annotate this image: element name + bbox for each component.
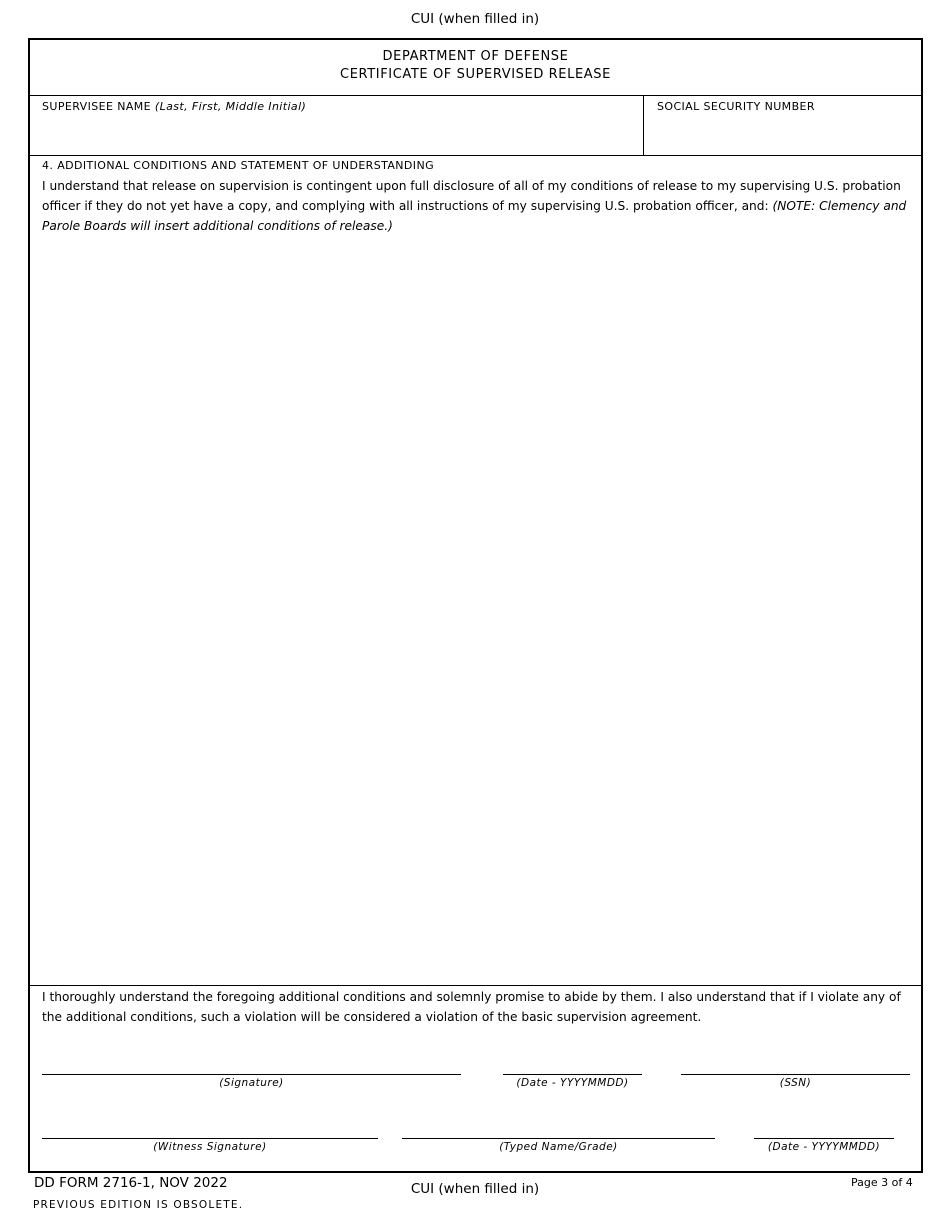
date-line[interactable]: [503, 1074, 642, 1075]
divider: [30, 985, 921, 986]
witness-date-line[interactable]: [754, 1138, 894, 1139]
ssn-caption: (SSN): [779, 1077, 812, 1089]
department-title: DEPARTMENT OF DEFENSE: [382, 49, 569, 64]
cui-banner-top: CUI (when filled in): [410, 11, 540, 27]
witness-signature-caption: (Witness Signature): [153, 1141, 267, 1153]
supervisee-name-input[interactable]: [42, 116, 632, 146]
ssn-input[interactable]: [657, 116, 912, 146]
signature-line[interactable]: [42, 1074, 461, 1075]
typed-name-caption: (Typed Name/Grade): [499, 1141, 618, 1153]
supervisee-name-label: SUPERVISEE NAME (Last, First, Middle Initial): [42, 100, 307, 113]
signature-caption: (Signature): [219, 1077, 284, 1089]
conditions-heading: 4. ADDITIONAL CONDITIONS AND STATEMENT OF UNDERSTANDING: [42, 159, 434, 172]
ssn-label: SOCIAL SECURITY NUMBER: [657, 100, 815, 113]
witness-signature-line[interactable]: [42, 1138, 378, 1139]
divider: [30, 95, 921, 96]
conditions-statement: I understand that release on supervision is contingent upon full disclosure of all of my conditions of release to my supervising U.S. probation officer if they do not yet have a copy, and complying with all instructions of my supervising U.S. probation officer, and: (NOTE: Clemency and Parole Boards will insert additional conditions of release.): [42, 179, 907, 233]
conditions-note: (NOTE: Clemency and Parole Boards will insert additional conditions of release.): [42, 199, 907, 233]
acknowledgement-statement: I thoroughly understand the foregoing additional conditions and solemnly promise to abide by them. I also understand that if I violate any of the additional conditions, such a violation will be considered a violation of the basic supervision agreement.: [42, 990, 901, 1024]
form-body: [28, 38, 923, 1173]
witness-date-caption: (Date - YYYYMMDD): [767, 1141, 881, 1153]
ssn-signature-line[interactable]: [681, 1074, 910, 1075]
date-caption: (Date - YYYYMMDD): [516, 1077, 629, 1089]
supervisee-name-hint: (Last, First, Middle Initial): [154, 100, 307, 113]
typed-name-line[interactable]: [402, 1138, 715, 1139]
page-number: Page 3 of 4: [851, 1176, 913, 1189]
additional-conditions-textarea[interactable]: [42, 240, 908, 975]
form-title: CERTIFICATE OF SUPERVISED RELEASE: [340, 67, 611, 82]
form-number: DD FORM 2716-1, NOV 2022: [34, 1175, 228, 1191]
divider: [30, 155, 921, 156]
edition-notice: PREVIOUS EDITION IS OBSOLETE.: [33, 1199, 244, 1211]
divider: [643, 95, 644, 155]
cui-banner-bottom: CUI (when filled in): [410, 1181, 540, 1197]
